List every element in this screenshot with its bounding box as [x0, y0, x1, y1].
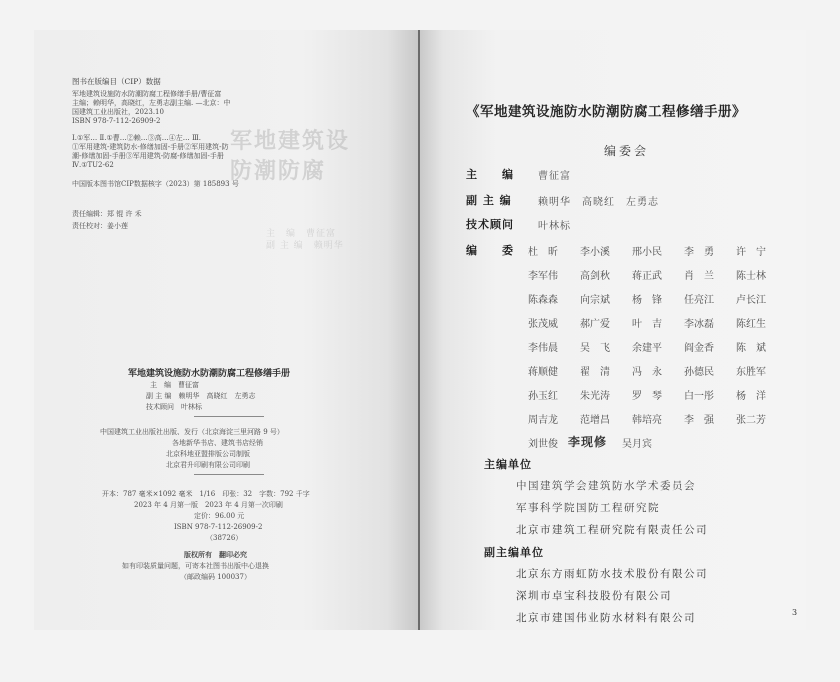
chief-unit: 北京市建筑工程研究院有限责任公司 [516, 524, 708, 536]
divider [194, 474, 264, 475]
publisher-line: 中国建筑工业出版社出版、发行（北京海淀三里河路 9 号） [100, 428, 284, 436]
chief-editor-label: 主 编 [466, 168, 514, 181]
chief-unit: 中国建筑学会建筑防水学术委员会 [516, 480, 696, 492]
chief-editor-name: 曹征富 [538, 171, 571, 182]
member-name: 刘世俊 [528, 439, 558, 450]
show-through-text: 主 编 曹征富 [266, 229, 337, 239]
chief-unit: 军事科学院国防工程研究院 [516, 502, 660, 514]
rights-line: 版权所有 翻印必究 [184, 550, 247, 559]
publisher-line: 北京科地亚盟排版公司制版 [166, 450, 250, 458]
committee-page [420, 30, 806, 630]
member-name: 阎金香 [684, 343, 714, 354]
member-name: 邢小民 [632, 247, 662, 258]
deputy-unit: 深圳市卓宝科技股份有限公司 [516, 590, 672, 602]
cip-number: 中国版本图书馆CIP数据核字（2023）第 185893 号 [72, 180, 239, 188]
tech-advisor-label: 技术顾问 [466, 218, 514, 231]
member-name: 李 强 [684, 415, 714, 426]
member-name: 叶 吉 [632, 319, 662, 330]
member-name: 周吉龙 [528, 415, 558, 426]
member-name: 陈红生 [736, 319, 766, 330]
member-name: 东胜军 [736, 367, 766, 378]
committee-heading: 编委会 [604, 144, 650, 158]
member-name: 陈森森 [528, 295, 558, 306]
member-name: 蒋正武 [632, 271, 662, 282]
show-through-text: 副 主 编 赖明华 [266, 241, 344, 251]
member-name: 杨 洋 [736, 391, 766, 402]
publisher-line: 北京君升印刷有限公司印刷 [166, 461, 250, 469]
cip-subject: Ⅰ.①军… Ⅱ.①曹…②赖…③高…④左… Ⅲ. [72, 134, 201, 142]
member-name: 李冰磊 [684, 319, 714, 330]
editor-line: 责任编辑：郑 锟 许 禾 [72, 210, 142, 218]
member-name: 陈 斌 [736, 343, 766, 354]
member-name: 罗 琴 [632, 391, 662, 402]
member-name: 肖 兰 [684, 271, 714, 282]
member-name: 白一彤 [684, 391, 714, 402]
member-name: 蒋顺健 [528, 367, 558, 378]
book-title: 《军地建筑设施防水防潮防腐工程修缮手册》 [466, 104, 746, 120]
postal-code: （邮政编码 100037） [180, 573, 251, 581]
chief-units-label: 主编单位 [484, 458, 532, 471]
member-name: 吴月宾 [622, 439, 652, 450]
cip-isbn: ISBN 978-7-112-26909-2 [72, 117, 161, 125]
isbn-line: ISBN 978-7-112-26909-2 [174, 523, 263, 531]
divider [194, 416, 264, 417]
specs-line: 开本：787 毫米×1092 毫米 1/16 印张：32 字数：792 千字 [102, 490, 310, 498]
book-code: （38726） [206, 534, 243, 542]
member-name: 孙玉红 [528, 391, 558, 402]
member-name: 张二芳 [736, 415, 766, 426]
member-name: 李 勇 [684, 247, 714, 258]
cip-line: 国建筑工业出版社，2023.10 [72, 108, 164, 116]
colophon-credit: 副 主 编 赖明华 高晓红 左勇志 [146, 392, 256, 400]
cip-subject: ①军用建筑-建筑防水-修缮加固-手册②军用建筑-防 [72, 143, 229, 151]
price-line: 定价：96.00 元 [194, 512, 245, 520]
member-name: 孙德民 [684, 367, 714, 378]
show-through-text: 防潮防腐 [230, 158, 327, 184]
proofreader-line: 责任校对：姜小莲 [72, 222, 128, 230]
member-name: 任亮江 [684, 295, 714, 306]
publisher-line: 各地新华书店、建筑书店经销 [172, 439, 263, 447]
member-name: 杜 昕 [528, 247, 558, 258]
cip-line: 主编；赖明华，高晓红，左勇志副主编. —北京：中 [72, 99, 231, 107]
copyright-page [34, 30, 418, 630]
specs-line: 2023 年 4 月第一版 2023 年 4 月第一次印刷 [134, 501, 283, 509]
member-name: 向宗斌 [580, 295, 610, 306]
colophon-title: 军地建筑设施防水防潮防腐工程修缮手册 [128, 369, 291, 379]
member-name: 翟 清 [580, 367, 610, 378]
members-label: 编 委 [466, 244, 514, 257]
cip-line: 军地建筑设施防水防潮防腐工程修缮手册/曹征富 [72, 90, 222, 98]
show-through-text: 军地建筑设 [230, 128, 351, 154]
cip-subject: Ⅳ.①TU2-62 [72, 161, 114, 169]
member-name: 李军伟 [528, 271, 558, 282]
member-name: 朱光涛 [580, 391, 610, 402]
member-name: 卢长江 [736, 295, 766, 306]
member-name: 吴 飞 [580, 343, 610, 354]
cip-header: 图书在版编目（CIP）数据 [72, 77, 161, 86]
deputy-editor-label: 副 主 编 [466, 194, 512, 207]
deputy-unit: 北京市建国伟业防水材料有限公司 [516, 612, 696, 624]
member-name: 张茂威 [528, 319, 558, 330]
member-name: 冯 永 [632, 367, 662, 378]
member-name: 陈士林 [736, 271, 766, 282]
deputy-unit: 北京东方雨虹防水技术股份有限公司 [516, 568, 708, 580]
deputy-units-label: 副主编单位 [484, 546, 544, 559]
member-name: 许 宁 [736, 247, 766, 258]
colophon-credit: 技术顾问 叶林标 [146, 403, 202, 411]
colophon-credit: 主 编 曹征富 [150, 381, 199, 389]
member-name: 余建平 [632, 343, 662, 354]
member-name: 郝广爱 [580, 319, 610, 330]
member-name: 李现修 [568, 435, 608, 449]
tech-advisor-name: 叶林标 [538, 221, 571, 232]
member-name: 韩培亮 [632, 415, 662, 426]
member-name: 李伟晨 [528, 343, 558, 354]
member-name: 范增昌 [580, 415, 610, 426]
page-number: 3 [792, 608, 798, 617]
member-name: 李小溪 [580, 247, 610, 258]
open-book [34, 30, 806, 630]
rights-note: 如有印装质量问题，可寄本社图书出版中心退换 [122, 562, 269, 570]
member-name: 杨 锋 [632, 295, 662, 306]
member-name: 高剑秋 [580, 271, 610, 282]
deputy-editor-names: 赖明华 高晓红 左勇志 [538, 197, 659, 208]
cip-subject: 潮-修缮加固-手册③军用建筑-防腐-修缮加固-手册 [72, 152, 224, 160]
